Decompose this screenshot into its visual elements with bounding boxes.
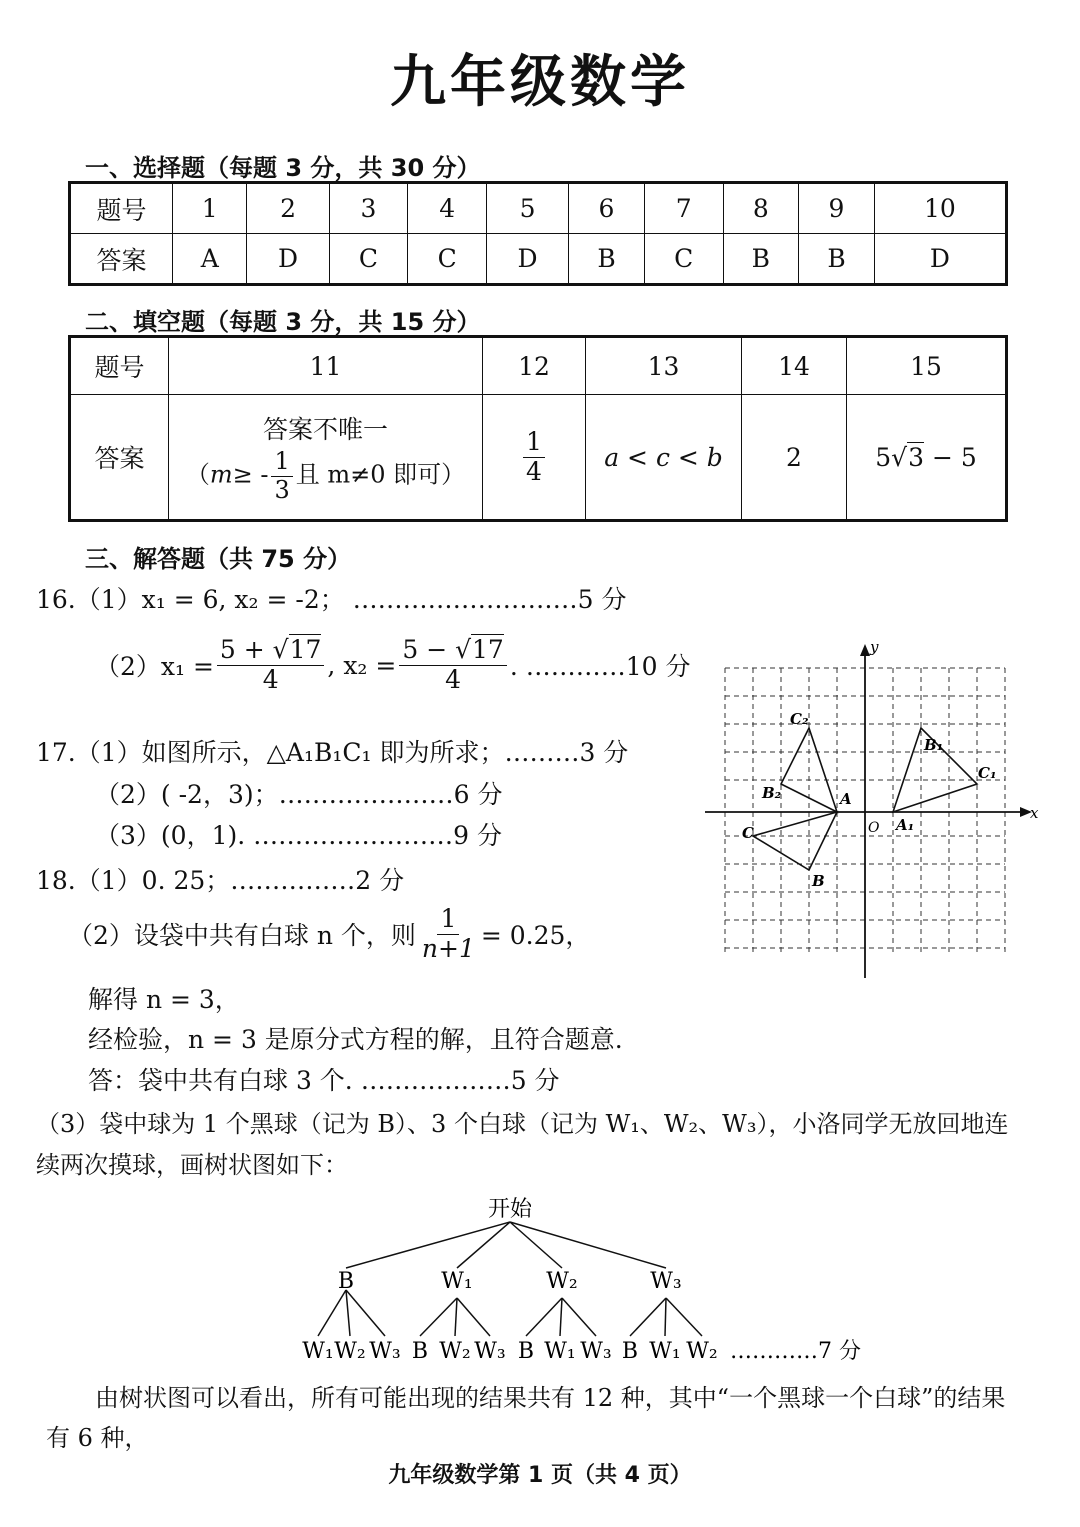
choice-number: 5 <box>486 183 568 234</box>
page-title: 九年级数学 <box>390 50 690 115</box>
q18-check-line: 经检验，n = 3 是原分式方程的解，且符合题意. <box>88 1025 623 1054</box>
answer-12-fraction <box>523 428 545 487</box>
fraction-numerator <box>217 636 325 666</box>
q17-part3: （3）(0，1). ……………………9 分 <box>95 821 502 850</box>
q16-part2-prefix: （2）x₁ = <box>95 652 214 682</box>
choice-answer: C <box>408 234 487 285</box>
answer-11-line1: 答案不唯一 <box>262 414 388 444</box>
point-label-c: C <box>742 824 754 842</box>
q16-part1: 16.（1）x₁ = 6, x₂ = -2； ………………………5 分 <box>36 585 627 614</box>
answer-11-fraction <box>271 448 292 504</box>
fraction-denominator: 4 <box>262 664 279 694</box>
fraction-numerator: 1 <box>437 905 459 935</box>
tree-node-level1: W₁ <box>441 1269 473 1294</box>
fraction-numerator: 1 <box>271 448 292 477</box>
tree-node-level2: W₃ <box>580 1339 612 1364</box>
fraction-numerator: 1 <box>523 428 545 458</box>
point-label-b1: B₁ <box>924 736 944 754</box>
tree-node-level1: W₃ <box>650 1269 682 1294</box>
choice-number: 4 <box>408 183 487 234</box>
fraction-denominator: n+1 <box>421 933 475 963</box>
page-footer: 九年级数学第 1 页（共 4 页） <box>388 1463 692 1488</box>
choice-answer: D <box>874 234 1006 285</box>
q18-fraction <box>419 905 478 964</box>
fill-number: 11 <box>169 337 483 395</box>
tree-node-level2: B <box>517 1339 535 1364</box>
fill-answer-table <box>68 335 1008 522</box>
fraction-denominator: 4 <box>445 664 462 694</box>
fill-number: 12 <box>483 337 586 395</box>
q18-part3-line2: 续两次摸球，画树状图如下： <box>36 1151 348 1179</box>
q18-solve-line: 解得 n = 3， <box>88 985 240 1014</box>
fraction-numerator <box>399 636 507 666</box>
tree-diagram <box>290 1190 890 1380</box>
tree-node-level1: W₂ <box>546 1269 578 1294</box>
radicand: 17 <box>472 635 504 664</box>
choice-number: 3 <box>329 183 408 234</box>
fraction-denominator: 4 <box>526 456 542 486</box>
choice-number: 2 <box>247 183 329 234</box>
answer-11-rest: 且 m≠0 即可） <box>295 460 466 489</box>
y-axis-arrow <box>860 644 870 656</box>
point-label-a: A <box>840 790 852 808</box>
answer-11-open: （ <box>185 460 210 489</box>
tree-node-level2: B <box>411 1339 429 1364</box>
choice-number: 9 <box>799 183 875 234</box>
q17-part2: （2）( -2，3)；…………………6 分 <box>95 780 503 809</box>
triangle-abc <box>753 812 837 870</box>
fill-answer-11 <box>169 395 483 521</box>
section-3-heading: 三、解答题（共 75 分） <box>85 545 352 573</box>
fill-number: 14 <box>742 337 847 395</box>
choice-number: 6 <box>569 183 645 234</box>
choice-answer: C <box>644 234 723 285</box>
answer-11-m: m <box>209 460 233 489</box>
answer-15-rest: − 5 <box>924 442 977 472</box>
tree-root: 开始 <box>487 1197 533 1222</box>
point-label-c1: C₁ <box>978 764 997 782</box>
q18-conclusion-line1: 由树状图可以看出，所有可能出现的结果共有 12 种，其中“一个黑球一个白球”的结果 <box>95 1384 1006 1412</box>
choice-answer: B <box>723 234 799 285</box>
tree-node-level2: W₁ <box>544 1339 576 1364</box>
numerator-part: 5 − √ <box>402 635 472 664</box>
answer-15-coef: 5 <box>875 442 892 472</box>
tree-node-level2: W₂ <box>334 1339 366 1364</box>
point-label-a1: A₁ <box>896 816 915 834</box>
tree-branches <box>318 1222 702 1336</box>
section-1-heading: 一、选择题（每题 3 分，共 30 分） <box>85 154 481 182</box>
choice-answer: D <box>247 234 329 285</box>
q16-fraction-2 <box>399 636 507 695</box>
tree-node-level2: W₃ <box>369 1339 401 1364</box>
tree-node-level1: B <box>337 1269 355 1294</box>
fill-answer-14: 2 <box>742 395 847 521</box>
q18-part2 <box>68 905 590 964</box>
radicand: 17 <box>289 635 322 664</box>
q16-fraction-1 <box>217 636 325 695</box>
choice-number: 8 <box>723 183 799 234</box>
q18-conclusion-line2: 有 6 种， <box>46 1424 149 1452</box>
q16-part2 <box>95 636 691 695</box>
q18-part1: 18.（1）0. 25；……………2 分 <box>36 866 405 895</box>
fill-number: 15 <box>847 337 1007 395</box>
choice-number: 1 <box>173 183 247 234</box>
answer-15-radicand: 3 <box>908 442 924 472</box>
choice-answer: D <box>486 234 568 285</box>
fill-row1-header: 题号 <box>70 337 169 395</box>
tree-node-level2: W₃ <box>474 1339 506 1364</box>
fill-answer-13: a < c < b <box>586 395 742 521</box>
q17-part1: 17.（1）如图所示，△A₁B₁C₁ 即为所求；………3 分 <box>36 738 629 767</box>
tree-node-level2: W₂ <box>439 1339 471 1364</box>
tree-score: …………7 分 <box>730 1339 861 1364</box>
choice-number: 10 <box>874 183 1006 234</box>
tree-node-level2: W₁ <box>302 1339 334 1364</box>
fill-row2-header: 答案 <box>70 395 169 521</box>
y-axis-label: y <box>870 638 879 656</box>
fraction-denominator: 3 <box>274 475 290 504</box>
tree-node-level2: W₂ <box>686 1339 718 1364</box>
choice-answer: B <box>799 234 875 285</box>
fill-number: 13 <box>586 337 742 395</box>
q18-part2-prefix: （2）设袋中共有白球 n 个，则 <box>68 921 416 951</box>
choice-answer: C <box>329 234 408 285</box>
choice-row1-header: 题号 <box>70 183 173 234</box>
choice-row2-header: 答案 <box>70 234 173 285</box>
q18-part2-suffix: = 0.25， <box>480 921 591 951</box>
x-axis-label: x <box>1030 804 1039 822</box>
point-label-c2: C₂ <box>790 710 809 728</box>
origin-label: O <box>868 820 880 836</box>
choice-number: 7 <box>644 183 723 234</box>
q16-part2-mid: , x₂ = <box>327 650 397 680</box>
q18-part3-line1: （3）袋中球为 1 个黑球（记为 B）、3 个白球（记为 W₁、W₂、W₃），小洛同学无放回地连 <box>36 1110 1009 1138</box>
q16-part2-suffix: . …………10 分 <box>509 652 691 682</box>
point-label-b2: B₂ <box>762 784 782 802</box>
answer-11-geq: ≥ - <box>232 460 269 489</box>
choice-answer: A <box>173 234 247 285</box>
section-2-heading: 二、填空题（每题 3 分，共 15 分） <box>85 308 481 336</box>
point-label-b: B <box>812 872 825 890</box>
fill-answer-12 <box>483 395 586 521</box>
choice-answer-table <box>68 181 1008 286</box>
q18-answer-line: 答：袋中共有白球 3 个. ………………5 分 <box>88 1066 560 1095</box>
tree-node-level2: B <box>621 1339 639 1364</box>
coordinate-graph <box>700 638 1040 983</box>
numerator-part: 5 + √ <box>219 635 289 664</box>
fill-answer-15: 5√3 − 5 <box>847 395 1007 521</box>
choice-answer: B <box>569 234 645 285</box>
tree-node-level2: W₁ <box>649 1339 681 1364</box>
